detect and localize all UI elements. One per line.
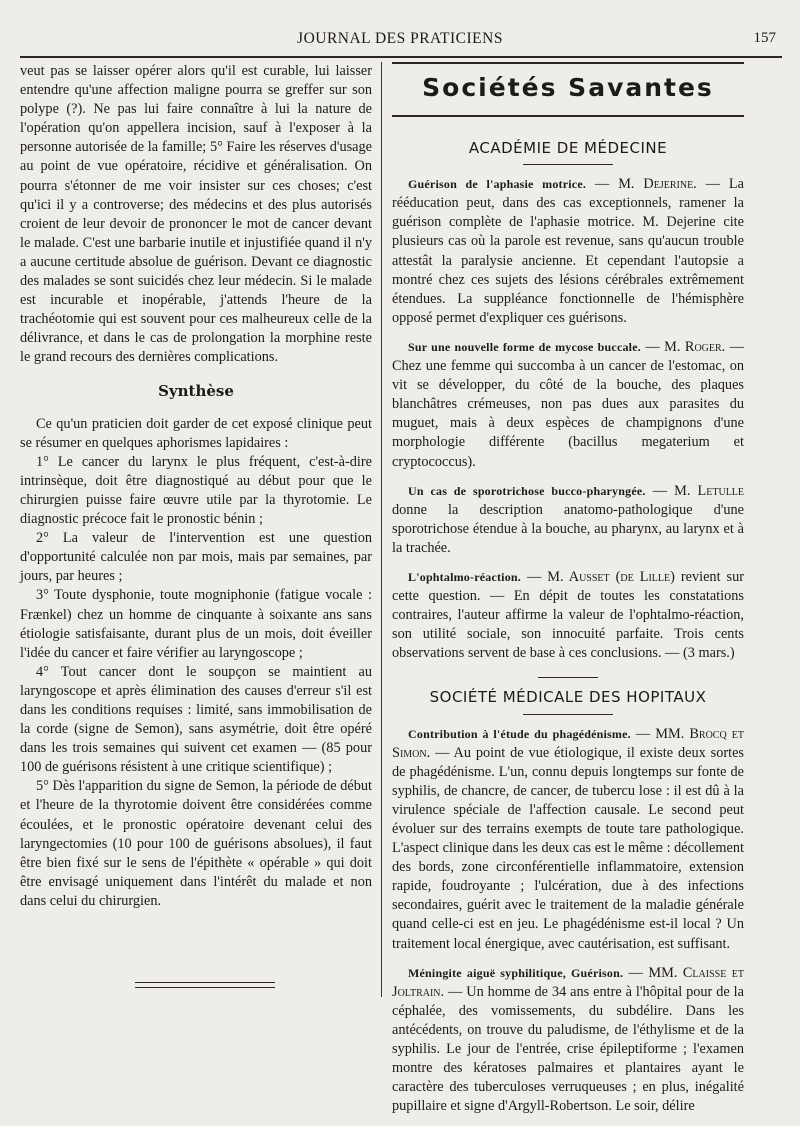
report-author: — M. Roger.	[645, 338, 726, 355]
report-text: — Un homme de 34 ans entre à l'hôpital pour de la céphalée, des vomissements, du subdélire. Dans les antécédents, on trouve du paludisme, de l'éthylisme et de la syphilis. Le jour de l'entrée, crise épileptiforme ; l'examen montre des kératoses palmaires et plantaires ayant le caractère des tuberculoses verruqueuses ; en plus, inégalité pupillaire et signe d'Argyll-Robertson. Le soir, délire	[392, 983, 744, 1115]
report-title: Un cas de sporotrichose bucco-pharyngée.	[408, 483, 646, 498]
report-phagedenisme	[392, 725, 744, 954]
report-author: — MM. Brocq et Simon.	[392, 725, 744, 761]
aphorism-4: 4° Tout cancer dont le soupçon se maintient au laryngoscope et après élimination des causes d'erreur s'il est dans les conditions requises : limité, sans immobilisation de la corde (signe de Semon), sans asymétrie, doit être opéré dans les trois semaines qui suivent cet examen — (85 pour 100 de guérisons résistent à une critique scientifique) ;	[20, 663, 372, 776]
aphorism-2: 2° La valeur de l'intervention est une question d'opportunité calculée non par mois, mais par semaines, par jours, par heures ;	[20, 530, 372, 585]
report-sporotrichose	[392, 482, 744, 558]
section-title-box	[392, 62, 744, 117]
column-divider	[381, 62, 382, 997]
synthese-intro: Ce qu'un praticien doit garder de cet exposé clinique peut se résumer en quelques aphorismes lapidaires :	[20, 415, 372, 451]
academie-heading: ACADÉMIE DE MÉDECINE	[468, 139, 668, 158]
left-column	[20, 62, 372, 911]
aphorism-5: 5° Dès l'apparition du signe de Semon, la période de début et l'heure de la thyrotomie doivent être considérées comme écoulées, et le pronostic opératoire devenant celui des laryngectomies (10 pour 100 de guérisons absolues), il faut être bien fixé sur le sens de l'épithète « opérable » qui doit être envisagé uniquement dans l'intérêt du malade et non dans celui du chirurgien.	[20, 778, 372, 909]
subhead-rule	[523, 164, 613, 165]
report-title: L'ophtalmo-réaction.	[408, 569, 521, 584]
page-header	[20, 28, 780, 52]
report-title: Sur une nouvelle forme de mycose buccale.	[408, 339, 641, 354]
report-text: donne la description anatomo-pathologique d'une sporotrichose étendue à la bouche, au pharynx, au larynx et à la trachée.	[392, 501, 744, 556]
report-ophtalmo	[392, 568, 744, 663]
report-title: Contribution à l'étude du phagédénisme.	[408, 726, 631, 741]
subhead-rule	[523, 714, 613, 715]
aphorism-3: 3° Toute dysphonie, toute mogniphonie (fatigue vocale : Frænkel) chez un homme de cinquante à soixante ans sans étiologie satisfaisante, durant plus de un mois, doit éveiller l'idée du cancer et faire vérifier au laryngoscope ;	[20, 587, 372, 661]
journal-title: JOURNAL DES PRATICIENS	[297, 30, 503, 47]
paragraph-continued: veut pas se laisser opérer alors qu'il est curable, lui laisser entendre qu'une affection maligne pourra se greffer sur son polype (?). Ne pas lui faire connaître à lui la nature de l'opération qu'on appellera incision, sauf à l'exposer à la personne autorisée de la famille; 5° Faire les réserves d'usage au point de vue opératoire, récidive et généralisation. On pourra s'étonner de me voir insister sur ces choses; c'est qu'ici il y a controverse; des médecins et des plus autorisés croient de leur devoir de prononcer le mot de cancer devant le malade. C'est une barbarie inutile et injustifiée quand il n'y a aucune certitude absolue de guérison. Devant ce diagnostic des malades se sont suicidés chez leur médecin. Si le malade est incurable et inopérable, j'attends l'heure de la trachéotomie qui est souvent pour ces malheureux celle de la délivrance, et dans le cas de prolongation la morphine reste le grand recours des dernières complications.	[20, 63, 372, 366]
section-title: Sociétés Savantes	[422, 73, 714, 102]
report-text: revient sur cette question. — En dépit de toutes les constatations contraires, l'auteur affirme la valeur de l'ophtalmo-réaction, son utilité sociale, son innocuité parfaite. Trois cents observations servent de base à ces conclusions. — (3 mars.)	[392, 568, 745, 662]
report-mycose	[392, 338, 744, 472]
header-rule	[20, 56, 782, 58]
report-author: — MM. Claisse et Joltrain.	[392, 964, 744, 1000]
end-of-article-rule	[135, 982, 275, 988]
report-author: — M. Letulle	[652, 482, 745, 499]
report-author: — M. Dejerine.	[594, 176, 697, 193]
synthese-heading: Synthèse	[158, 381, 234, 400]
report-text: — Chez une femme qui succomba à un cancer de l'estomac, on vit se développer, du côté de la bouche, des plaques blanchâtres crémeuses, non pas dues aux parasites du muguet, mais à deux espèces de champignons d'une morphologie différente (bacillus megaterium et cryptococcus).	[392, 338, 745, 470]
right-column	[392, 62, 744, 1126]
societe-heading: SOCIÉTÉ MÉDICALE DES HOPITAUX	[429, 688, 707, 707]
report-text: — La rééducation peut, dans des cas exceptionnels, ramener la guérison complète de l'aphasie motrice. M. Dejerine cite plusieurs cas où la parole est revenue, sans qu'aucun trouble attestât la paralysie ancienne. Et cependant l'autopsie a montré chez ces sujets des lésions cérébrales extrêmement étendues. La suppléance fonctionnelle de l'hémisphère opposé permet d'expliquer ces guérisons.	[392, 176, 744, 326]
section-separator	[538, 677, 598, 678]
report-meningite	[392, 964, 744, 1117]
report-text: — Au point de vue étiologique, il existe deux sortes de phagédénisme. L'un, connu depuis longtemps sur fonte de syphilis, de chancre, de cancer, de tubercu lose : il est dû à la virulence spéciale de l'affection causale. Le second peut évoluer sur des terrains exempts de toute tare pathologique. L'aspect clinique dans les deux cas est le même : décollement des bords, zone circonférentielle inflammatoire, extension rapide, foudroyante ; l'ulcération, due à des infections secondaires, guérit avec le traitement de la maladie générale quand celle-ci est en jeu. Le phagédénisme est-il local ? Un traitement local énergique, avec cautérisation, est suffisant.	[392, 744, 744, 952]
report-aphasie	[392, 175, 744, 328]
report-title: Guérison de l'aphasie motrice.	[408, 177, 587, 192]
page-number: 157	[753, 30, 776, 46]
report-author: — M. Ausset (de Lille)	[527, 568, 675, 585]
aphorism-1: 1° Le cancer du larynx le plus fréquent, c'est-à-dire intrinsèque, doit être diagnostiqué au début pour que le chirurgien puisse faire œuvre utile par la thyrotomie. Le diagnostic précoce fait le pronostic bénin ;	[20, 453, 372, 528]
report-title: Méningite aiguë syphilitique, Guérison.	[408, 965, 624, 980]
